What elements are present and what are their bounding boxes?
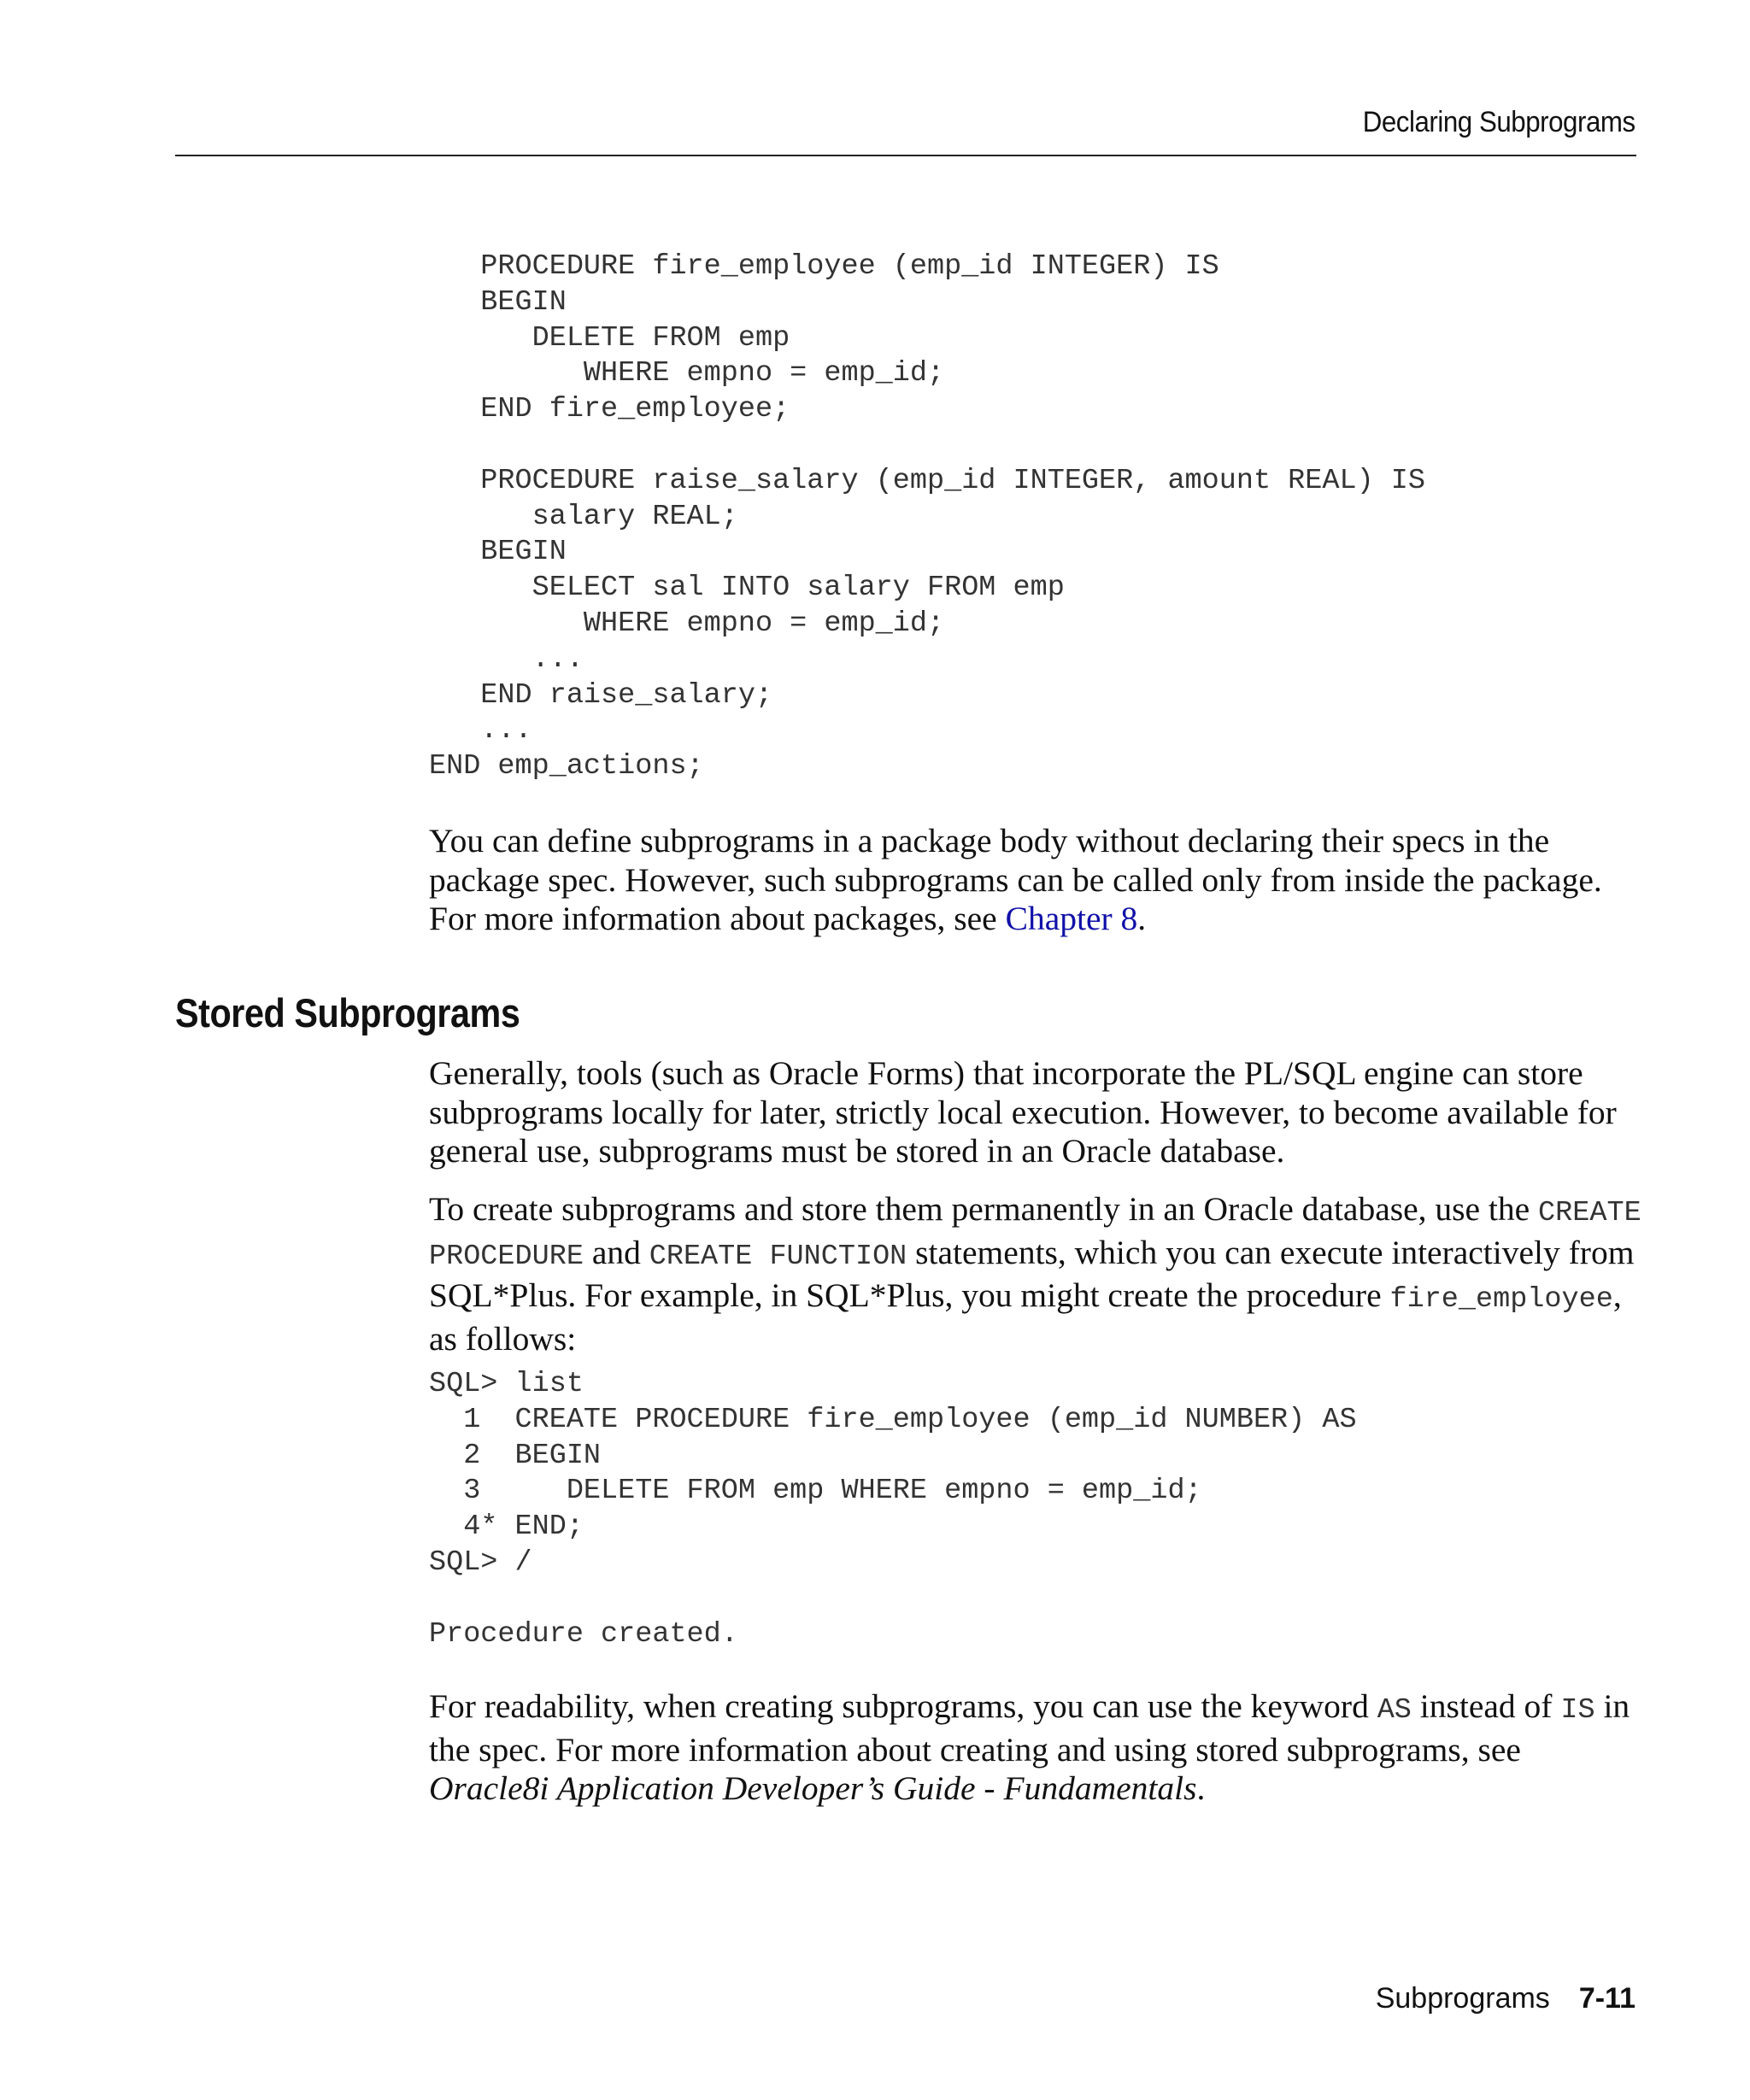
code-line: ... (429, 714, 532, 748)
inline-code: fire_employee (1389, 1283, 1613, 1316)
code-line: END raise_salary; (429, 678, 773, 712)
paragraph-text: and (583, 1233, 649, 1271)
paragraph-text: statements, which you can execute interactively from SQL*Plus. For example, in SQL*Plus, you might create the procedure (429, 1233, 1635, 1314)
code-line: 4* END; (429, 1510, 584, 1544)
paragraph-text: For readability, when creating subprograms, you can use the keyword (429, 1687, 1377, 1725)
paragraph-stored-intro: Generally, tools (such as Oracle Forms) that incorporate the PL/SQL engine can store subprograms locally for later, strictly local execution. However, to become available for general use, subprograms must be stored in an Oracle database. (429, 1054, 1617, 1170)
paragraph-text: in the spec. For more information about creating and using stored subprograms, see (429, 1687, 1630, 1769)
code-line: WHERE empno = emp_id; (429, 357, 945, 390)
code-line: BEGIN (429, 536, 567, 569)
code-line (429, 1581, 1357, 1617)
book-title: Oracle8i Application Developer’s Guide - Fundamentals (429, 1769, 1197, 1807)
page-number: 7-11 (1578, 1982, 1635, 2015)
paragraph-package-subprograms (429, 822, 1642, 939)
code-line: END fire_employee; (429, 393, 790, 426)
code-line: ... (429, 642, 584, 676)
paragraph-text: You can define subprograms in a package body without declaring their specs in the package spec. However, such subprograms can be called only from inside the package. For more information about packages, see (429, 822, 1602, 937)
code-block-sqlplus (429, 1367, 1357, 1652)
code-line: END emp_actions; (429, 750, 704, 783)
paragraph-end: . (1137, 900, 1147, 937)
paragraph-text: To create subprograms and store them permanently in an Oracle database, use the (429, 1190, 1539, 1228)
header-rule (175, 155, 1636, 156)
paragraph-create-statements (429, 1190, 1642, 1358)
paragraph-end: . (1196, 1769, 1206, 1807)
code-line: SQL> / (429, 1546, 532, 1579)
code-line: WHERE empno = emp_id; (429, 607, 945, 640)
paragraph-readability (429, 1687, 1642, 1809)
code-line: SELECT sal INTO salary FROM emp (429, 572, 1065, 605)
chapter-8-link[interactable]: Chapter 8 (1005, 900, 1138, 937)
code-line: PROCEDURE raise_salary (emp_id INTEGER, amount REAL) IS (429, 464, 1425, 497)
code-line (429, 428, 1425, 464)
section-heading: Stored Subprograms (175, 990, 520, 1035)
code-line: 1 CREATE PROCEDURE fire_employee (emp_id NUMBER) AS (429, 1403, 1357, 1436)
code-line: DELETE FROM emp (429, 321, 790, 355)
code-line: BEGIN (429, 285, 567, 319)
inline-code: CREATE FUNCTION (649, 1240, 907, 1273)
code-line: SQL> list (429, 1368, 584, 1400)
paragraph-text: , as follows: (429, 1276, 1622, 1358)
inline-code: CREATE PROCEDURE (429, 1197, 1641, 1273)
running-header: Declaring Subprograms (1363, 106, 1635, 138)
code-line: 2 BEGIN (429, 1439, 602, 1472)
page-footer (1376, 1982, 1635, 2015)
footer-chapter: Subprograms (1375, 1982, 1550, 2015)
inline-code: IS (1560, 1694, 1595, 1727)
inline-code: AS (1377, 1694, 1412, 1727)
code-line: salary REAL; (429, 500, 738, 533)
paragraph-text: instead of (1411, 1687, 1561, 1725)
code-line: PROCEDURE fire_employee (emp_id INTEGER) IS (429, 250, 1219, 283)
code-block-package-body (429, 249, 1425, 785)
code-line: Procedure created. (429, 1617, 738, 1651)
code-line: 3 DELETE FROM emp WHERE empno = emp_id; (429, 1475, 1202, 1508)
